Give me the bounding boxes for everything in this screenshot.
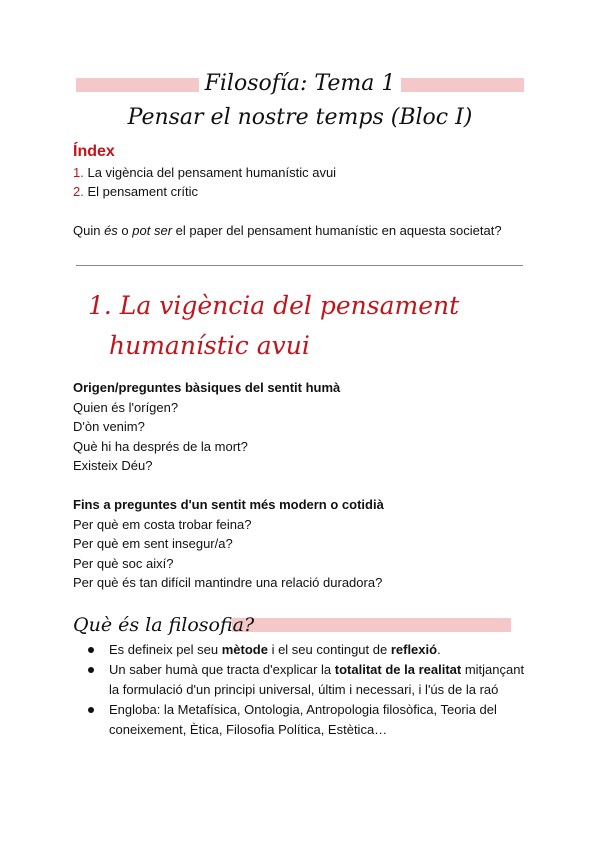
modern-line: Per què és tan difícil mantindre una relació duradora? [73, 575, 383, 590]
bullet-text: Engloba: la Metafísica, Ontologia, Antropologia filosòfica, Teoria del coneixement, Ètica, Filosofia Política, Estètica… [109, 702, 497, 737]
bullet-bold-text: totalitat de la realitat [334, 662, 462, 677]
bullet-text: Es defineix pel seu [109, 642, 222, 657]
bullet-text: . [437, 642, 441, 657]
modern-line: Per què em costa trobar feina? [73, 516, 252, 532]
index-item-label: El pensament crític [87, 184, 199, 199]
subheading-highlight-band [232, 618, 511, 632]
intro-question [73, 221, 502, 240]
modern-line: Per què em sent insegur/a? [73, 536, 233, 551]
modern-heading: Fins a preguntes d'un sentit més modern o cotidià [73, 497, 384, 512]
bullet-text: Un saber humà que tracta d'explicar la [109, 662, 335, 677]
bullet-icon [88, 647, 94, 653]
question-text: el paper del pensament humanístic en aquesta societat? [172, 223, 502, 238]
list-item [73, 700, 533, 740]
index-heading: Índex [73, 143, 115, 160]
bullet-icon [88, 667, 94, 673]
origin-heading: Origen/preguntes bàsiques del sentit humà [73, 380, 341, 395]
section-heading [88, 286, 528, 366]
document-title-text: Filosofía: Tema 1 [199, 71, 402, 96]
section-heading-line2: humanístic avui [109, 331, 310, 360]
question-italic: pot ser [132, 223, 173, 238]
question-text: Quin [73, 223, 105, 238]
index-item-number: 1. [73, 165, 84, 180]
document-title [0, 70, 600, 98]
question-text: o [117, 223, 133, 238]
bullet-text: mitjançant la formulació d'un principi universal, últim i necessari, i l'ús de la raó [109, 662, 525, 697]
index-item-label: La vigència del pensament humanístic avui [87, 165, 337, 180]
origin-line: Quien és l'orígen? [73, 399, 179, 415]
list-item [73, 640, 533, 660]
modern-line: Per què soc així? [73, 555, 174, 571]
bullet-text: i el seu contingut de [267, 642, 391, 657]
index-item[interactable] [73, 182, 336, 201]
index-list [73, 163, 336, 201]
section-heading-line1: 1. La vigència del pensament [88, 291, 460, 320]
index-item[interactable] [73, 163, 336, 182]
document-subtitle: Pensar el nostre temps (Bloc I) [127, 105, 473, 130]
horizontal-divider [76, 265, 523, 266]
modern-questions [73, 495, 384, 593]
philosophy-heading: Què és la filosofia? [73, 614, 255, 636]
list-item [73, 660, 533, 700]
bullet-bold-text: reflexió [390, 642, 438, 657]
question-italic: és [104, 223, 118, 238]
philosophy-bullet-list [73, 640, 533, 740]
origin-line: Què hi ha després de la mort? [73, 438, 248, 454]
bullet-icon [88, 707, 94, 713]
bullet-bold-text: mètode [221, 642, 268, 657]
index-item-number: 2. [73, 184, 84, 199]
origin-line: Existeix Déu? [73, 458, 153, 473]
origin-questions [73, 378, 340, 476]
origin-line: D'òn venim? [73, 419, 145, 434]
